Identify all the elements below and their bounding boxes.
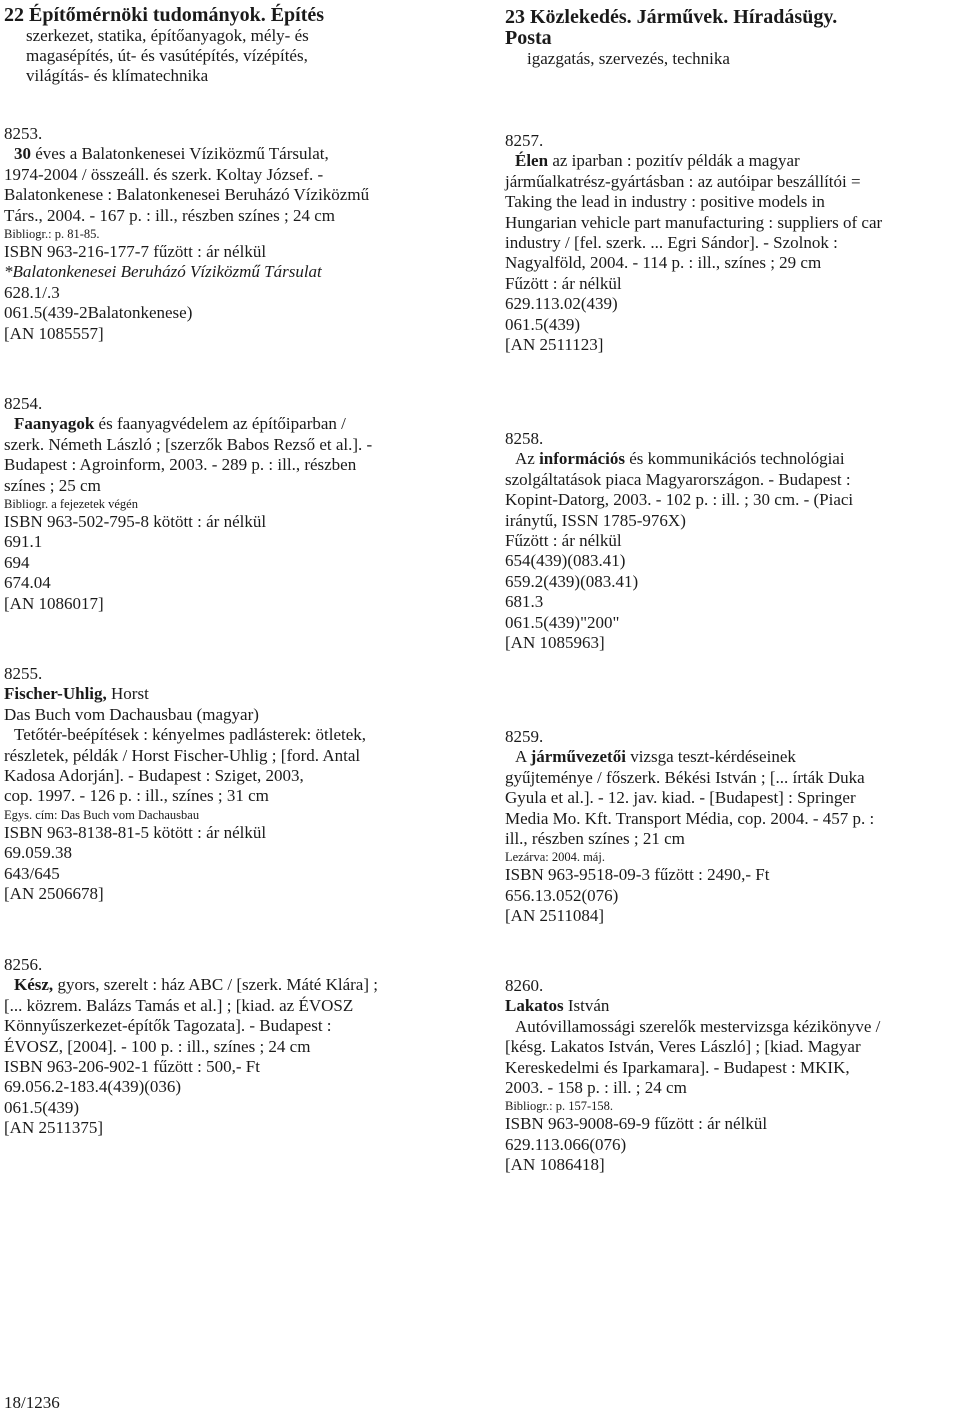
entry-8259 xyxy=(505,727,874,927)
description-line: [... közrem. Balázs Tamás et al.] ; [kiad. az ÉVOSZ xyxy=(4,995,354,1015)
note-line: Lezárva: 2004. máj. xyxy=(505,850,605,865)
classification: 061.5(439) xyxy=(505,314,581,334)
description-line: ÉVOSZ, [2004]. - 100 p. : ill., színes ; 24 cm xyxy=(4,1036,311,1056)
description-line: gyűjteménye / főszerk. Békési István ; [... írták Duka xyxy=(505,767,865,787)
page-number: 18/1236 xyxy=(4,1393,60,1412)
classification: 643/645 xyxy=(4,863,60,883)
accession-number: [AN 2511084] xyxy=(505,906,604,926)
classification: 681.3 xyxy=(505,592,544,612)
right-section-header xyxy=(505,7,837,69)
entry-8254 xyxy=(4,394,372,614)
section-title-line: 23 Közlekedés. Járművek. Híradásügy. xyxy=(505,6,838,28)
binding-line: Fűzött : ár nélkül xyxy=(505,273,622,293)
section-title: 22 Építőmérnöki tudományok. Építés xyxy=(4,4,325,26)
classification: 061.5(439-2Balatonkenese) xyxy=(4,303,193,323)
description-line: ill., részben színes ; 21 cm xyxy=(505,829,685,849)
title-line: Autóvillamossági szerelők mestervizsga kézikönyve / xyxy=(515,1016,881,1036)
title-keyword: Faanyagok xyxy=(14,414,95,434)
description-line: Kereskedelmi és Iparkamara]. - Budapest : MKIK, xyxy=(505,1057,850,1077)
title-rest: és kommunikációs technológiai xyxy=(625,449,845,469)
title-line: Tetőtér-beépítések : kényelmes padlásterek: ötletek, xyxy=(14,725,367,745)
description-line: járműalkatrész-gyártásban : az autóipar beszállítói = xyxy=(505,171,861,191)
title-line xyxy=(4,414,372,434)
classification: 629.113.066(076) xyxy=(505,1134,627,1154)
entry-8258 xyxy=(505,429,853,653)
isbn-line: ISBN 963-8138-81-5 kötött : ár nélkül xyxy=(4,822,267,842)
left-section-header xyxy=(4,5,324,86)
title-line xyxy=(4,975,378,995)
title-line xyxy=(4,144,369,164)
description-line: Taking the lead in industry : positive models in xyxy=(505,192,825,212)
entry-number: 8259. xyxy=(505,727,544,746)
entry-number: 8256. xyxy=(4,955,43,974)
note-line: Bibliogr.: p. 81-85. xyxy=(4,227,100,242)
description-line: szolgáltatások piaca Magyarországon. - Budapest : xyxy=(505,469,851,489)
classification: 659.2(439)(083.41) xyxy=(505,571,639,591)
section-subtitle-line: szerkezet, statika, építőanyagok, mély- és xyxy=(26,26,309,45)
classification: 656.13.052(076) xyxy=(505,885,619,905)
description-line: színes ; 25 cm xyxy=(4,475,101,495)
description-line: Kopint-Datorg, 2003. - 102 p. : ill. ; 30 cm. - (Piaci xyxy=(505,490,854,510)
title-rest: éves a Balatonkenesei Víziközmű Társulat, xyxy=(31,144,329,164)
classification: 674.04 xyxy=(4,573,51,593)
title-line xyxy=(505,747,874,767)
description-line: 1974-2004 / összeáll. és szerk. Koltay József. - xyxy=(4,164,324,184)
accession-number: [AN 1086418] xyxy=(505,1155,605,1175)
binding-line: Fűzött : ár nélkül xyxy=(505,531,622,551)
classification: 629.113.02(439) xyxy=(505,294,618,314)
description-line: Budapest : Agroinform, 2003. - 289 p. : ill., részben xyxy=(4,455,357,475)
classification: 69.056.2-183.4(439)(036) xyxy=(4,1077,182,1097)
entry-number: 8260. xyxy=(505,976,544,995)
title-keyword: Élen xyxy=(515,151,549,171)
isbn-line: ISBN 963-9518-09-3 fűzött : 2490,- Ft xyxy=(505,865,770,885)
accession-number: [AN 2511375] xyxy=(4,1118,103,1138)
classification: 691.1 xyxy=(4,532,43,552)
entry-8257 xyxy=(505,131,882,355)
accession-number: [AN 2506678] xyxy=(4,884,104,904)
entry-number: 8255. xyxy=(4,664,43,683)
description-line: cop. 1997. - 126 p. : ill., színes ; 31 cm xyxy=(4,786,269,806)
classification: 694 xyxy=(4,552,30,572)
description-line: szerk. Németh László ; [szerzők Babos Rezső et al.]. - xyxy=(4,434,373,454)
title-rest: vizsga teszt-kérdéseinek xyxy=(625,747,796,767)
entry-number: 8257. xyxy=(505,131,544,150)
entry-number: 8253. xyxy=(4,124,43,143)
isbn-line: ISBN 963-216-177-7 fűzött : ár nélkül xyxy=(4,242,267,262)
title-prefix: A xyxy=(515,747,531,767)
entry-number: 8258. xyxy=(505,429,544,448)
isbn-line: ISBN 963-206-902-1 fűzött : 500,- Ft xyxy=(4,1057,260,1077)
title-rest: és faanyagvédelem az építőiparban / xyxy=(94,414,346,434)
description-line: 2003. - 158 p. : ill. ; 24 cm xyxy=(505,1078,687,1098)
title-keyword: Kész, xyxy=(14,975,54,995)
note-line: Bibliogr. a fejezetek végén xyxy=(4,497,138,512)
title-keyword: információs xyxy=(539,449,626,469)
author-surname: Lakatos xyxy=(505,996,564,1016)
section-subtitle: igazgatás, szervezés, technika xyxy=(527,49,730,68)
accession-number: [AN 1085557] xyxy=(4,323,104,343)
title-prefix: Az xyxy=(515,449,540,469)
original-title: Das Buch vom Dachausbau (magyar) xyxy=(4,704,259,724)
accession-number: [AN 2511123] xyxy=(505,335,604,355)
description-line: részletek, példák / Horst Fischer-Uhlig ; [ford. Antal xyxy=(4,745,361,765)
description-line: [késg. Lakatos István, Veres László] ; [kiad. Magyar xyxy=(505,1037,861,1057)
description-line: Társ., 2004. - 167 p. : ill., részben színes ; 24 cm xyxy=(4,205,335,225)
note-line: Bibliogr.: p. 157-158. xyxy=(505,1099,613,1114)
entry-number: 8254. xyxy=(4,394,43,413)
isbn-line: ISBN 963-9008-69-9 fűzött : ár nélkül xyxy=(505,1114,768,1134)
isbn-line: ISBN 963-502-795-8 kötött : ár nélkül xyxy=(4,512,267,532)
description-line: Kadosa Adorján]. - Budapest : Sziget, 2003, xyxy=(4,766,304,786)
section-subtitle-line: világítás- és klímatechnika xyxy=(26,66,209,85)
description-line: Könnyűszerkezet-építők Tagozata]. - Budapest : xyxy=(4,1016,332,1036)
description-line: industry / [fel. szerk. ... Egri Sándor]. - Szolnok : xyxy=(505,233,838,253)
classification: 061.5(439) xyxy=(4,1097,80,1117)
title-rest: gyors, szerelt : ház ABC / [szerk. Máté Klára] ; xyxy=(53,975,378,995)
author-line xyxy=(4,684,366,704)
title-keyword: járművezetői xyxy=(530,747,626,767)
note-line: Egys. cím: Das Buch vom Dachausbau xyxy=(4,807,200,822)
description-line: iránytű, ISSN 1785-976X) xyxy=(505,510,686,530)
title-line xyxy=(505,449,853,469)
entry-8260 xyxy=(505,976,880,1176)
title-keyword: 30 xyxy=(14,144,31,164)
description-line: Nagyalföld, 2004. - 114 p. : ill., színes ; 29 cm xyxy=(505,253,822,273)
author-given: István xyxy=(563,996,610,1016)
title-rest: az iparban : pozitív példák a magyar xyxy=(548,151,800,171)
classification: 061.5(439)"200" xyxy=(505,612,620,632)
accession-number: [AN 1085963] xyxy=(505,633,605,653)
classification: 69.059.38 xyxy=(4,843,72,863)
classification: 628.1/.3 xyxy=(4,282,60,302)
section-subtitle-line: magasépítés, út- és vasútépítés, vízépítés, xyxy=(26,46,308,65)
entry-8253 xyxy=(4,124,369,344)
description-line: Gyula et al.]. - 12. jav. kiad. - [Budapest] : Springer xyxy=(505,788,856,808)
author-surname: Fischer-Uhlig, xyxy=(4,684,107,704)
author-given: Horst xyxy=(106,684,149,704)
corporate-heading: *Balatonkenesei Beruházó Víziközmű Társulat xyxy=(4,262,322,282)
entry-8256 xyxy=(4,955,378,1139)
section-subtitle xyxy=(4,26,324,86)
author-line xyxy=(505,996,880,1016)
description-line: Hungarian vehicle part manufacturing : suppliers of car xyxy=(505,212,883,232)
entry-8255 xyxy=(4,664,366,904)
classification: 654(439)(083.41) xyxy=(505,551,626,571)
title-line xyxy=(505,151,882,171)
section-title-line: Posta xyxy=(505,27,552,49)
description-line: Media Mo. Kft. Transport Média, cop. 2004. - 457 p. : xyxy=(505,808,875,828)
description-line: Balatonkenese : Balatonkenesei Beruházó Víziközmű xyxy=(4,185,370,205)
accession-number: [AN 1086017] xyxy=(4,593,104,613)
